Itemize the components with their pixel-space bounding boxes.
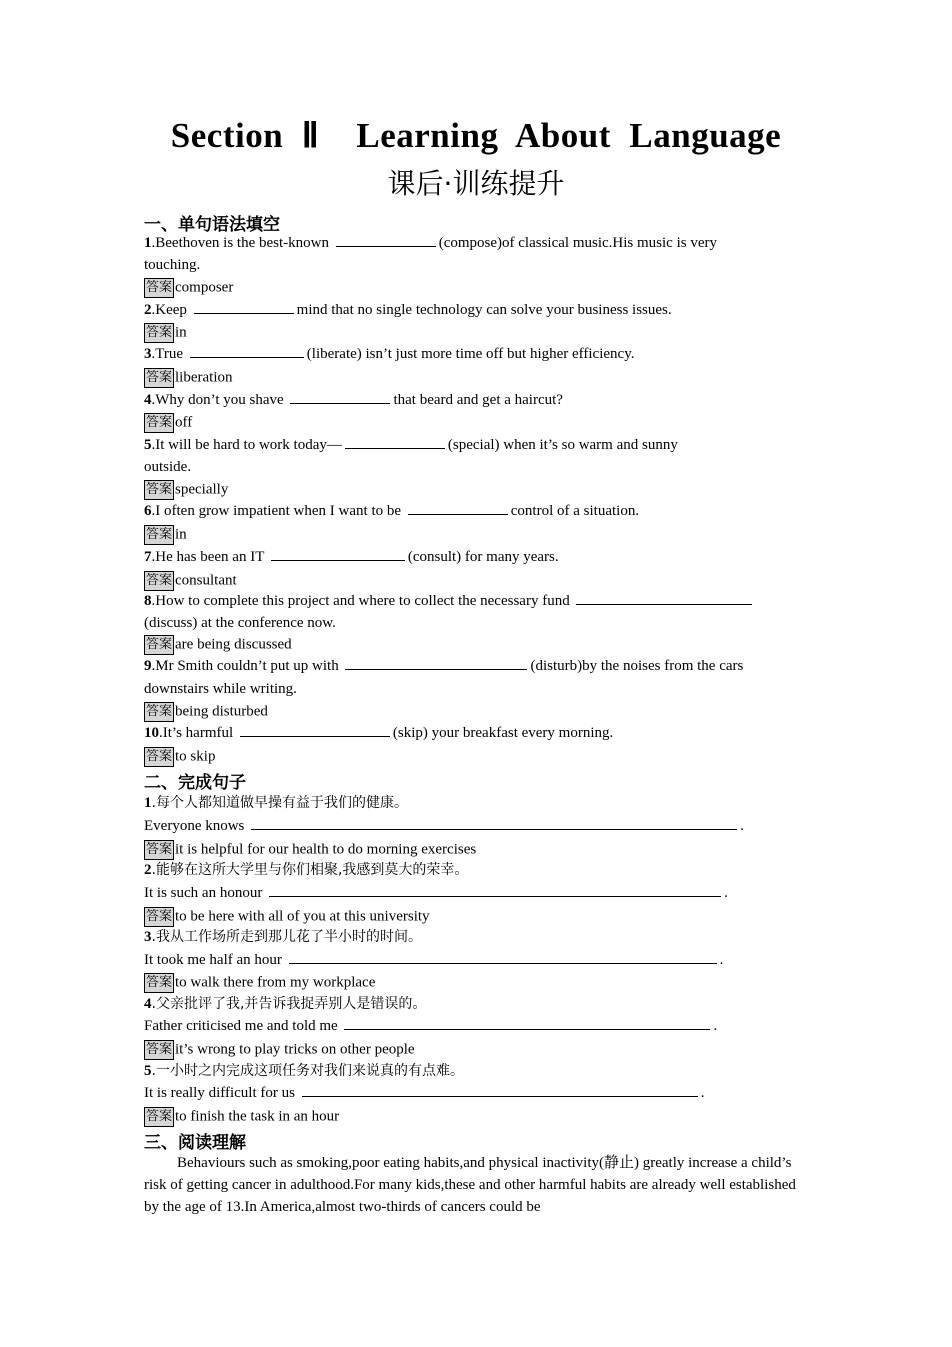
answer-blank[interactable] bbox=[271, 546, 405, 561]
answer-6 bbox=[144, 523, 812, 545]
answer-label: 答案 bbox=[144, 278, 174, 298]
chinese-text: .父亲批评了我,并告诉我捉弄别人是错误的。 bbox=[151, 996, 427, 1012]
question-number: 2 bbox=[144, 302, 152, 318]
answer-text: it is helpful for our health to do morning exercises bbox=[175, 841, 477, 858]
question-text: .How to complete this project and where to collect the necessary fund bbox=[151, 593, 570, 609]
answer-text: specially bbox=[175, 481, 229, 498]
question-text: .Why don’t you shave bbox=[151, 392, 284, 408]
answer-label: 答案 bbox=[144, 635, 174, 655]
question-number: 4 bbox=[144, 392, 152, 408]
answer-label: 答案 bbox=[144, 1040, 174, 1060]
question-text: .Keep bbox=[151, 302, 187, 318]
chinese-text: .能够在这所大学里与你们相聚,我感到莫大的荣幸。 bbox=[151, 862, 469, 878]
part1-heading: 一、单句语法填空 bbox=[144, 215, 280, 235]
question-text: .He has been an IT bbox=[151, 549, 265, 565]
answer-label: 答案 bbox=[144, 413, 174, 433]
sentence-2-english bbox=[144, 882, 812, 904]
question-text: (compose)of classical music.His music is very bbox=[438, 235, 717, 251]
question-number: 7 bbox=[144, 549, 152, 565]
section-subtitle: 课后·训练提升 bbox=[387, 167, 565, 200]
section-title: Section Ⅱ Learning About Language bbox=[170, 116, 782, 155]
answer-s5 bbox=[144, 1105, 812, 1127]
reading-paragraph: Behaviours such as smoking,poor eating habits,and physical inactivity(静止) greatly increase a child’s risk of getting cancer in adulthood.For many kids,these and other harmful habits are already well established by the age of 13.In America,almost two-thirds of cancers could be bbox=[144, 1155, 796, 1215]
question-text: (consult) for many years. bbox=[407, 549, 559, 565]
answer-blank[interactable] bbox=[194, 299, 294, 314]
answer-9 bbox=[144, 700, 812, 722]
question-4 bbox=[144, 389, 812, 411]
sentence-4-chinese bbox=[144, 993, 812, 1015]
question-number: 8 bbox=[144, 593, 152, 609]
question-text: mind that no single technology can solve your business issues. bbox=[296, 302, 672, 318]
answer-blank[interactable] bbox=[289, 949, 717, 964]
answer-3 bbox=[144, 366, 812, 388]
answer-text: it’s wrong to play tricks on other people bbox=[175, 1041, 415, 1058]
question-1 bbox=[144, 232, 812, 254]
chinese-text: .我从工作场所走到那儿花了半小时的时间。 bbox=[151, 929, 422, 945]
question-text: .Beethoven is the best-known bbox=[151, 235, 329, 251]
answer-text: to finish the task in an hour bbox=[175, 1108, 340, 1125]
english-stem: Everyone knows bbox=[144, 818, 245, 834]
answer-blank[interactable] bbox=[190, 343, 304, 358]
answer-label: 答案 bbox=[144, 1107, 174, 1127]
sentence-number: 1 bbox=[144, 795, 152, 811]
sentence-end: . bbox=[713, 1018, 718, 1034]
question-number: 1 bbox=[144, 235, 152, 251]
answer-s2 bbox=[144, 905, 812, 927]
sentence-end: . bbox=[740, 818, 744, 834]
answer-label: 答案 bbox=[144, 973, 174, 993]
question-number: 3 bbox=[144, 346, 152, 362]
answer-2 bbox=[144, 321, 812, 343]
question-2 bbox=[144, 299, 812, 321]
sentence-5-chinese bbox=[144, 1060, 812, 1082]
question-5-cont: outside. bbox=[144, 459, 192, 475]
answer-5 bbox=[144, 478, 812, 500]
sentence-number: 4 bbox=[144, 996, 152, 1012]
answer-blank[interactable] bbox=[336, 232, 436, 247]
question-6 bbox=[144, 500, 812, 522]
answer-label: 答案 bbox=[144, 571, 174, 591]
answer-1 bbox=[144, 276, 812, 298]
answer-text: to walk there from my workplace bbox=[175, 974, 376, 991]
english-stem: It is really difficult for us bbox=[144, 1085, 295, 1101]
answer-blank[interactable] bbox=[302, 1082, 698, 1097]
chinese-text: .每个人都知道做早操有益于我们的健康。 bbox=[151, 795, 408, 811]
answer-10 bbox=[144, 745, 812, 767]
english-stem: Father criticised me and told me bbox=[144, 1018, 338, 1034]
question-1-cont: touching. bbox=[144, 257, 201, 273]
sentence-number: 3 bbox=[144, 929, 152, 945]
sentence-end: . bbox=[724, 885, 728, 901]
sentence-number: 2 bbox=[144, 862, 152, 878]
answer-blank[interactable] bbox=[269, 882, 721, 897]
answer-text: liberation bbox=[175, 369, 233, 386]
question-text: (disturb)by the noises from the cars bbox=[530, 658, 744, 674]
question-8 bbox=[144, 590, 812, 612]
question-text: .It will be hard to work today— bbox=[151, 437, 342, 453]
answer-text: being disturbed bbox=[175, 703, 268, 720]
question-text: control of a situation. bbox=[510, 503, 640, 519]
answer-label: 答案 bbox=[144, 907, 174, 927]
question-text: (skip) your breakfast every morning. bbox=[392, 725, 614, 741]
answer-text: are being discussed bbox=[175, 636, 292, 653]
sentence-number: 5 bbox=[144, 1063, 152, 1079]
question-text: .Mr Smith couldn’t put up with bbox=[151, 658, 339, 674]
question-10 bbox=[144, 722, 812, 744]
question-text: .True bbox=[151, 346, 184, 362]
answer-text: to be here with all of you at this university bbox=[175, 908, 430, 925]
part3-heading: 三、阅读理解 bbox=[144, 1133, 246, 1153]
question-8-cont: (discuss) at the conference now. bbox=[144, 615, 336, 631]
english-stem: It took me half an hour bbox=[144, 952, 282, 968]
answer-blank[interactable] bbox=[345, 655, 527, 670]
answer-label: 答案 bbox=[144, 480, 174, 500]
answer-label: 答案 bbox=[144, 368, 174, 388]
answer-4 bbox=[144, 411, 812, 433]
question-9-cont: downstairs while writing. bbox=[144, 681, 297, 697]
sentence-4-english bbox=[144, 1015, 812, 1037]
answer-label: 答案 bbox=[144, 323, 174, 343]
question-5 bbox=[144, 434, 812, 456]
sentence-2-chinese bbox=[144, 859, 812, 881]
question-7 bbox=[144, 546, 812, 568]
question-number: 9 bbox=[144, 658, 152, 674]
answer-text: to skip bbox=[175, 748, 216, 765]
answer-blank[interactable] bbox=[408, 500, 508, 515]
sentence-3-chinese bbox=[144, 926, 812, 948]
answer-blank[interactable] bbox=[290, 389, 390, 404]
answer-text: in bbox=[175, 526, 187, 543]
answer-label: 答案 bbox=[144, 525, 174, 545]
sentence-5-english bbox=[144, 1082, 812, 1104]
question-number: 5 bbox=[144, 437, 152, 453]
answer-7 bbox=[144, 569, 812, 591]
answer-blank[interactable] bbox=[345, 434, 445, 449]
answer-text: off bbox=[175, 414, 193, 431]
question-number: 10 bbox=[144, 725, 159, 741]
answer-blank[interactable] bbox=[576, 590, 752, 605]
answer-blank[interactable] bbox=[344, 1015, 710, 1030]
answer-s3 bbox=[144, 971, 812, 993]
answer-text: in bbox=[175, 324, 187, 341]
question-text: .I often grow impatient when I want to be bbox=[151, 503, 402, 519]
sentence-end: . bbox=[719, 952, 724, 968]
answer-label: 答案 bbox=[144, 747, 174, 767]
sentence-1-english bbox=[144, 815, 812, 837]
answer-s1 bbox=[144, 838, 812, 860]
question-3 bbox=[144, 343, 812, 365]
question-text: that beard and get a haircut? bbox=[393, 392, 563, 408]
answer-label: 答案 bbox=[144, 840, 174, 860]
answer-blank[interactable] bbox=[251, 815, 737, 830]
answer-s4 bbox=[144, 1038, 812, 1060]
answer-blank[interactable] bbox=[240, 722, 390, 737]
answer-text: consultant bbox=[175, 572, 237, 589]
chinese-text: .一小时之内完成这项任务对我们来说真的有点难。 bbox=[151, 1063, 464, 1079]
question-number: 6 bbox=[144, 503, 152, 519]
question-text: (special) when it’s so warm and sunny bbox=[447, 437, 678, 453]
sentence-1-chinese bbox=[144, 792, 812, 814]
english-stem: It is such an honour bbox=[144, 885, 263, 901]
part2-heading: 二、完成句子 bbox=[144, 773, 246, 793]
question-text: .It’s harmful bbox=[159, 725, 234, 741]
answer-label: 答案 bbox=[144, 702, 174, 722]
sentence-3-english bbox=[144, 949, 812, 971]
answer-8 bbox=[144, 633, 812, 655]
question-9 bbox=[144, 655, 812, 677]
sentence-end: . bbox=[700, 1085, 705, 1101]
question-text: (liberate) isn’t just more time off but higher efficiency. bbox=[306, 346, 635, 362]
answer-text: composer bbox=[175, 279, 234, 296]
